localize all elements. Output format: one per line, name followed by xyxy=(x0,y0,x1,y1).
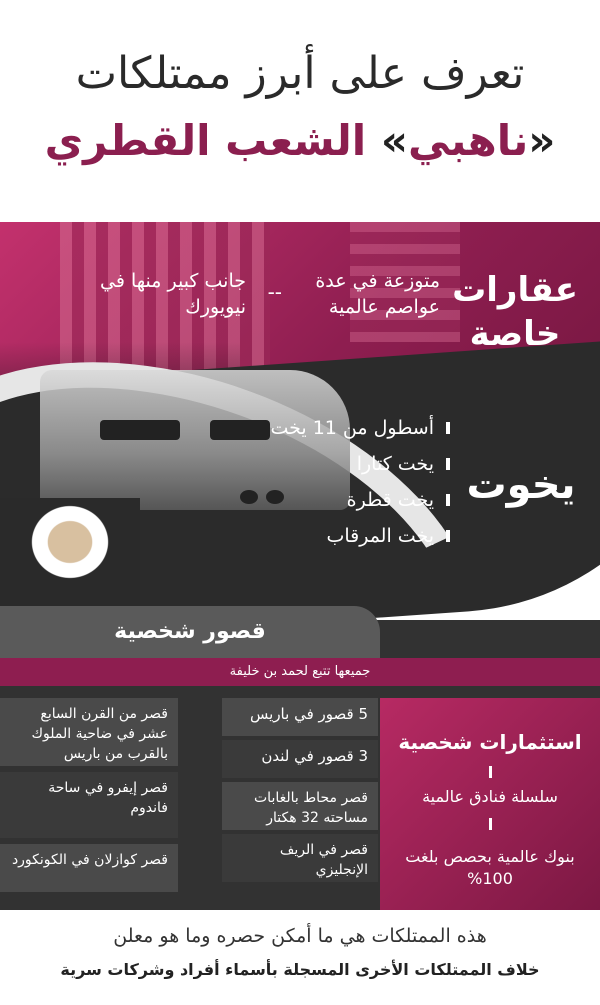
footer-line1: هذه الممتلكات هي ما أمكن حصره وما هو معلن xyxy=(113,925,487,947)
yachts-title: يخوت xyxy=(466,462,576,508)
footer-line2: خلاف الممتلكات الأخرى المسجلة بأسماء أفراد وشركات سرية xyxy=(60,960,540,979)
estates-note-newyork: جانب كبير منها في نيويورك xyxy=(100,270,246,318)
estates-dashes: -- xyxy=(267,280,282,304)
estates-title: عقارات خاصة xyxy=(452,270,578,354)
quote-close: » xyxy=(380,116,408,165)
bullet-icon xyxy=(446,422,450,434)
bullet-icon xyxy=(446,530,450,542)
list-item: أسطول من 11 يخت xyxy=(190,410,450,446)
list-item: يخت قطرة xyxy=(190,482,450,518)
palace-london: 3 قصور في لندن xyxy=(222,740,378,778)
investment-hotels: سلسلة فنادق عالمية xyxy=(422,787,558,806)
divider-bar xyxy=(489,818,492,830)
palace-17th-century: قصر من القرن السابع عشر في ضاحية الملوك بالقرب من باريس xyxy=(0,698,178,766)
investment-banks: بنوك عالمية بحصص بلغت 100% xyxy=(405,847,575,888)
palace-evreux: قصر إيفرو في ساحة فاندوم xyxy=(0,772,178,838)
bullet-icon xyxy=(446,458,450,470)
divider-bar xyxy=(489,766,492,778)
list-item: يخت المرقاب xyxy=(190,518,450,554)
palace-coislin: قصر كوازلان في الكونكورد xyxy=(0,844,178,892)
yachts-list xyxy=(190,410,450,554)
list-item: يخت كتارا xyxy=(190,446,450,482)
palace-forest: قصر محاط بالغابات مساحته 32 هكتار xyxy=(222,782,378,830)
investments-title: استثمارات شخصية xyxy=(398,730,582,754)
palace-paris: 5 قصور في باريس xyxy=(222,698,378,736)
estates-note-capitals: متوزعة في عدة عواصم عالمية xyxy=(315,270,440,318)
palaces-title: قصور شخصية xyxy=(0,606,380,658)
palaces-subtitle: جميعها تتبع لحمد بن خليفة xyxy=(0,658,600,686)
palace-countryside: قصر في الريف الإنجليزي xyxy=(222,834,378,882)
yacht-window xyxy=(100,420,180,440)
title-line2 xyxy=(0,116,600,165)
title-name: ناهبي xyxy=(407,116,529,165)
quote-open: « xyxy=(528,116,556,165)
bullet-icon xyxy=(446,494,450,506)
title-line1: تعرف على أبرز ممتلكات xyxy=(75,48,525,99)
portrait-photo xyxy=(0,498,140,608)
title-rest: الشعب القطري xyxy=(44,116,367,165)
